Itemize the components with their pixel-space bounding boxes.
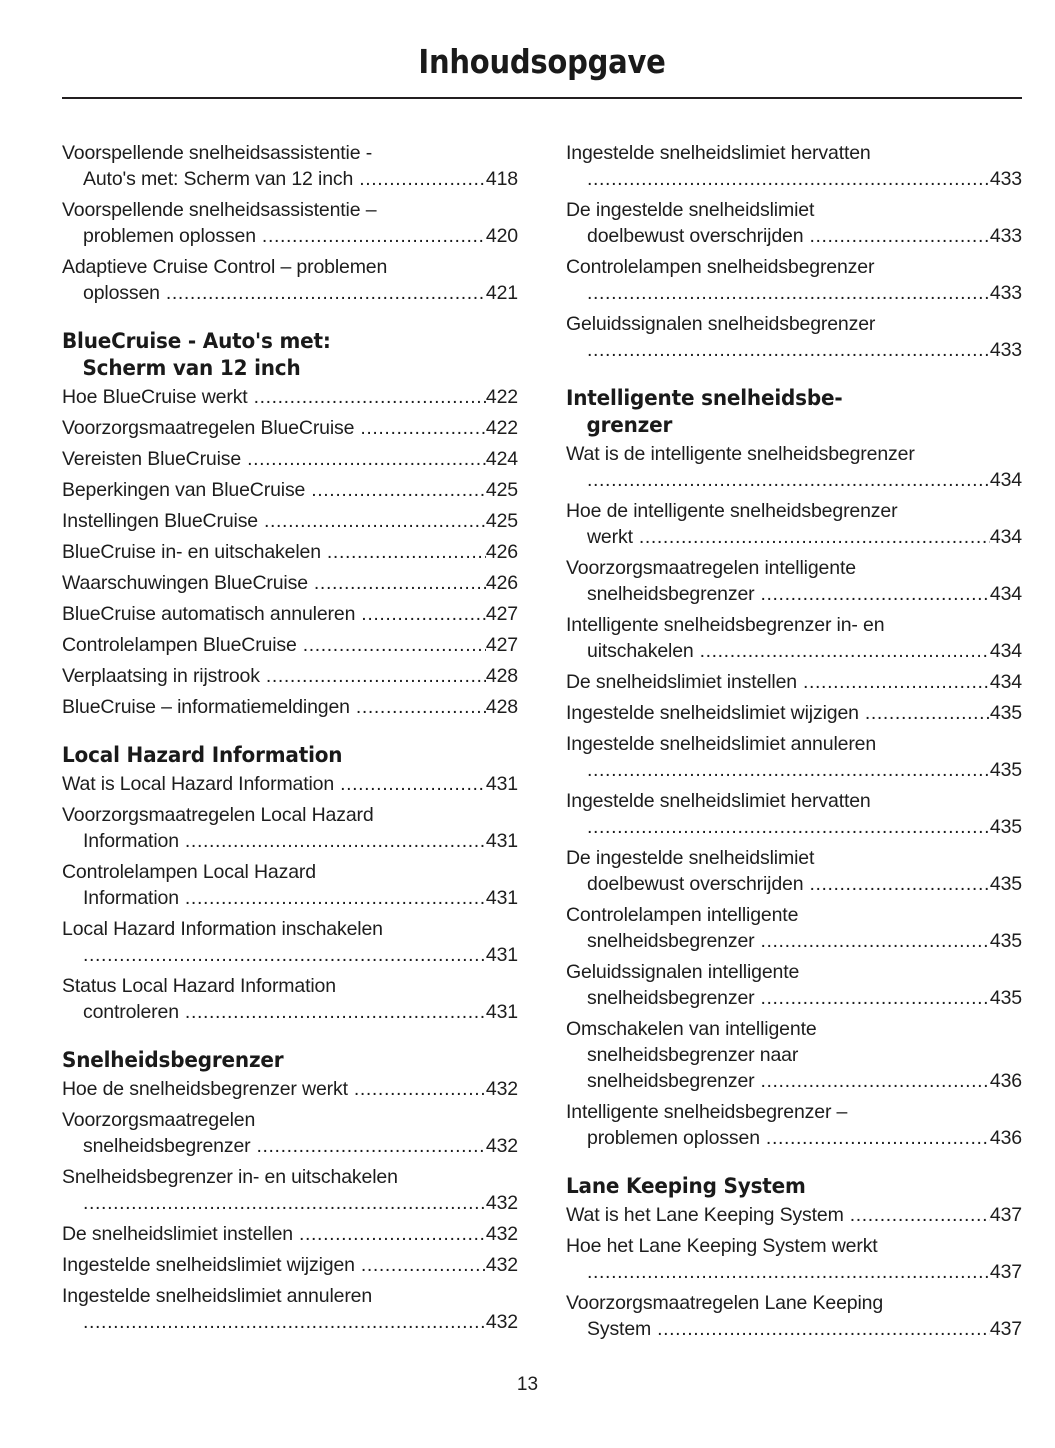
heading-line: Lane Keeping System (566, 1174, 806, 1199)
page-folio: 13 (516, 1374, 539, 1395)
entry-text: Ingestelde snelheidslimiet hervatten (566, 790, 871, 812)
heading-line: grenzer (586, 413, 673, 438)
entry-continuation-line (566, 337, 1022, 363)
page-number: 425 (485, 510, 518, 532)
entry-continuation-line (566, 985, 1022, 1011)
toc-entry[interactable] (62, 663, 518, 689)
toc-entry[interactable] (566, 1202, 1022, 1228)
dot-leader (657, 1316, 990, 1342)
dot-leader (587, 280, 990, 306)
toc-entry[interactable] (62, 254, 518, 306)
entry-title-line (62, 197, 518, 223)
entry-text: Ingestelde snelheidslimiet wijzigen (566, 702, 859, 724)
page-number: 432 (485, 1254, 518, 1276)
entry-title-line (566, 254, 1022, 280)
entry-continuation-line (62, 885, 518, 911)
toc-entry[interactable] (62, 632, 518, 658)
entry-text: Voorzorgsmaatregelen (62, 1109, 256, 1131)
dot-leader (865, 700, 990, 726)
entry-continuation-line (62, 1309, 518, 1335)
dot-leader (761, 985, 990, 1011)
entry-title-line (62, 254, 518, 280)
entry-text: Controlelampen snelheidsbegrenzer (566, 256, 875, 278)
toc-section-heading (62, 328, 518, 382)
page-number: 428 (485, 665, 518, 687)
page-number: 433 (989, 339, 1022, 361)
toc-entry[interactable] (62, 859, 518, 911)
entry-title-line (566, 1202, 1022, 1228)
page-number: 426 (485, 541, 518, 563)
entry-continuation-line (566, 1259, 1022, 1285)
entry-title-line (566, 669, 1022, 695)
page-number: 433 (989, 282, 1022, 304)
toc-entry[interactable] (566, 311, 1022, 363)
entry-text: Intelligente snelheidsbegrenzer in- en (566, 614, 885, 636)
dot-leader (83, 942, 486, 968)
entry-title-line (566, 1233, 1022, 1259)
entry-title-line (566, 902, 1022, 928)
page-number: 435 (989, 987, 1022, 1009)
entry-title-line (566, 311, 1022, 337)
entry-title-line (566, 555, 1022, 581)
page-number: 435 (989, 930, 1022, 952)
entry-title-line (62, 632, 518, 658)
entry-text: Hoe het Lane Keeping System werkt (566, 1235, 878, 1257)
entry-text: Ingestelde snelheidslimiet hervatten (566, 142, 871, 164)
entry-text: snelheidsbegrenzer (587, 987, 755, 1009)
page-number: 432 (485, 1311, 518, 1333)
dot-leader (587, 814, 990, 840)
page-number: 422 (485, 417, 518, 439)
toc-entry[interactable] (566, 669, 1022, 695)
entry-continuation-line (566, 1068, 1022, 1094)
entry-text: Voorzorgsmaatregelen Local Hazard (62, 804, 374, 826)
page-number: 425 (485, 479, 518, 501)
entry-title-line (62, 508, 518, 534)
entry-title-line (62, 446, 518, 472)
heading-line: BlueCruise - Auto's met: (62, 329, 331, 354)
page-number: 437 (989, 1318, 1022, 1340)
dot-leader (356, 694, 486, 720)
toc-entry[interactable] (62, 415, 518, 441)
toc-columns (62, 140, 1022, 1347)
entry-title-line (62, 771, 518, 797)
entry-title-line (566, 1099, 1022, 1125)
entry-text: Auto's met: Scherm van 12 inch (83, 168, 354, 190)
dot-leader (247, 446, 486, 472)
dot-leader (639, 524, 990, 550)
entry-title-line (566, 788, 1022, 814)
page-number: 435 (989, 759, 1022, 781)
entry-text: snelheidsbegrenzer (587, 930, 755, 952)
dot-leader (587, 337, 990, 363)
dot-leader (185, 828, 486, 854)
entry-title-line (62, 415, 518, 441)
toc-entry[interactable] (62, 1164, 518, 1216)
entry-text: Snelheidsbegrenzer in- en uitschakelen (62, 1166, 398, 1188)
dot-leader (766, 1125, 990, 1151)
entry-text: problemen oplossen (83, 225, 256, 247)
toc-entry[interactable] (62, 446, 518, 472)
entry-text: Controlelampen BlueCruise (62, 634, 297, 656)
dot-leader (359, 166, 486, 192)
page-number: 421 (485, 282, 518, 304)
entry-text: Adaptieve Cruise Control – problemen (62, 256, 388, 278)
entry-text: werkt (587, 526, 633, 548)
entry-text: uitschakelen (587, 640, 694, 662)
toc-entry[interactable] (566, 140, 1022, 192)
entry-text: System (587, 1318, 652, 1340)
entry-text: Geluidssignalen snelheidsbegrenzer (566, 313, 876, 335)
entry-title-line (566, 498, 1022, 524)
page-number: 436 (989, 1127, 1022, 1149)
toc-entry[interactable] (62, 1221, 518, 1247)
toc-entry[interactable] (566, 1099, 1022, 1151)
entry-text: BlueCruise automatisch annuleren (62, 603, 356, 625)
entry-text: Voorzorgsmaatregelen Lane Keeping (566, 1292, 884, 1314)
entry-title-line (62, 601, 518, 627)
page-number: 426 (485, 572, 518, 594)
entry-text: Voorspellende snelheidsassistentie - (62, 142, 373, 164)
toc-entry[interactable] (62, 694, 518, 720)
entry-text: oplossen (83, 282, 160, 304)
dot-leader (761, 928, 990, 954)
entry-title-line (62, 477, 518, 503)
entry-text: Voorzorgsmaatregelen intelligente (566, 557, 856, 579)
dot-leader (354, 1076, 486, 1102)
entry-text: Wat is de intelligente snelheidsbegrenzer (566, 443, 915, 465)
dot-leader (361, 1252, 486, 1278)
dot-leader (809, 223, 989, 249)
entry-text: Ingestelde snelheidslimiet annuleren (566, 733, 877, 755)
toc-entry[interactable] (566, 197, 1022, 249)
entry-title-line (62, 384, 518, 410)
toc-section-heading (566, 385, 1022, 439)
entry-text: Local Hazard Information inschakelen (62, 918, 383, 940)
page-number: 437 (989, 1261, 1022, 1283)
entry-title-line (566, 612, 1022, 638)
page-number: 434 (989, 671, 1022, 693)
dot-leader (809, 871, 989, 897)
entry-title-line (62, 1252, 518, 1278)
page-number: 431 (485, 830, 518, 852)
toc-entry[interactable] (566, 1290, 1022, 1342)
entry-title-line (566, 700, 1022, 726)
entry-continuation-line (566, 871, 1022, 897)
heading-line: Snelheidsbegrenzer (62, 1048, 284, 1073)
page-number: 435 (989, 816, 1022, 838)
page-number: 434 (989, 526, 1022, 548)
entry-continuation-line (566, 223, 1022, 249)
heading-line: Local Hazard Information (62, 743, 343, 768)
entry-continuation-line (566, 757, 1022, 783)
dot-leader (327, 539, 486, 565)
page-number: 420 (485, 225, 518, 247)
toc-entry[interactable] (62, 197, 518, 249)
entry-continuation-line (62, 280, 518, 306)
dot-leader (262, 223, 486, 249)
entry-text: snelheidsbegrenzer (83, 1135, 251, 1157)
entry-text: BlueCruise in- en uitschakelen (62, 541, 321, 563)
dot-leader (166, 280, 486, 306)
entry-text: BlueCruise – informatiemeldingen (62, 696, 350, 718)
entry-title-line (566, 959, 1022, 985)
entry-title-line (62, 663, 518, 689)
entry-text: De ingestelde snelheidslimiet (566, 199, 815, 221)
entry-continuation-line (566, 280, 1022, 306)
entry-title-line (62, 694, 518, 720)
dot-leader (185, 885, 486, 911)
dot-leader (850, 1202, 990, 1228)
toc-entry[interactable] (62, 140, 518, 192)
toc-entry[interactable] (62, 771, 518, 797)
toc-column-left (62, 140, 518, 1347)
toc-entry[interactable] (62, 1283, 518, 1335)
entry-text: Verplaatsing in rijstrook (62, 665, 260, 687)
dot-leader (587, 166, 990, 192)
page-number: 435 (989, 873, 1022, 895)
entry-text: Ingestelde snelheidslimiet annuleren (62, 1285, 373, 1307)
entry-text: De ingestelde snelheidslimiet (566, 847, 815, 869)
page-number: 434 (989, 583, 1022, 605)
toc-entry[interactable] (566, 788, 1022, 840)
entry-text: Intelligente snelheidsbegrenzer – (566, 1101, 848, 1123)
entry-continuation-line (566, 1316, 1022, 1342)
entry-text: doelbewust overschrijden (587, 873, 804, 895)
entry-continuation-line (62, 942, 518, 968)
dot-leader (311, 477, 486, 503)
page-number: 431 (485, 887, 518, 909)
entry-continuation-line (566, 1125, 1022, 1151)
toc-section-heading (566, 1173, 1022, 1200)
toc-entry[interactable] (566, 1016, 1022, 1094)
entry-continuation-line (62, 166, 518, 192)
page-number: 431 (485, 944, 518, 966)
entry-text: Instellingen BlueCruise (62, 510, 258, 532)
title-divider (62, 97, 1022, 99)
dot-leader (314, 570, 486, 596)
entry-title-line (62, 1164, 518, 1190)
entry-text: snelheidsbegrenzer (587, 1070, 755, 1092)
toc-entry[interactable] (62, 477, 518, 503)
page-title: Inhoudsopgave (418, 42, 666, 81)
page-number: 431 (485, 1001, 518, 1023)
toc-entry[interactable] (62, 802, 518, 854)
entry-title-line (62, 1221, 518, 1247)
entry-text: Hoe de snelheidsbegrenzer werkt (62, 1078, 348, 1100)
dot-leader (587, 1259, 990, 1285)
entry-title-line (62, 539, 518, 565)
entry-title-line (566, 441, 1022, 467)
dot-leader (303, 632, 486, 658)
entry-title-line (566, 731, 1022, 757)
entry-continuation-line (566, 467, 1022, 493)
entry-text: controleren (83, 1001, 179, 1023)
entry-text: snelheidsbegrenzer naar (587, 1044, 799, 1066)
toc-entry[interactable] (62, 916, 518, 968)
entry-title-line (62, 1076, 518, 1102)
toc-entry[interactable] (566, 555, 1022, 607)
toc-entry[interactable] (62, 601, 518, 627)
entry-text: Controlelampen intelligente (566, 904, 799, 926)
entry-text: Information (83, 887, 179, 909)
entry-title-line (566, 1290, 1022, 1316)
page-number: 427 (485, 603, 518, 625)
toc-entry[interactable] (566, 254, 1022, 306)
dot-leader (761, 581, 990, 607)
entry-continuation-line (62, 1190, 518, 1216)
toc-entry[interactable] (62, 973, 518, 1025)
entry-continuation-line (566, 581, 1022, 607)
toc-entry[interactable] (62, 1076, 518, 1102)
entry-continuation-line (566, 524, 1022, 550)
dot-leader (185, 999, 486, 1025)
toc-section-heading (62, 742, 518, 769)
dot-leader (340, 771, 486, 797)
toc-entry[interactable] (62, 539, 518, 565)
entry-continuation-line (62, 1133, 518, 1159)
entry-title-line (62, 973, 518, 999)
toc-column-right (566, 140, 1022, 1347)
page-number: 432 (485, 1078, 518, 1100)
entry-text: Vereisten BlueCruise (62, 448, 242, 470)
entry-title-line (566, 845, 1022, 871)
dot-leader (700, 638, 990, 664)
page-number: 436 (989, 1070, 1022, 1092)
entry-continuation-line (566, 1042, 1022, 1068)
page-number: 428 (485, 696, 518, 718)
toc-entry[interactable] (566, 902, 1022, 954)
entry-title-line (566, 140, 1022, 166)
dot-leader (264, 508, 486, 534)
toc-entry[interactable] (62, 1107, 518, 1159)
page-number: 431 (485, 773, 518, 795)
entry-title-line (62, 916, 518, 942)
toc-entry[interactable] (566, 731, 1022, 783)
entry-text: Information (83, 830, 179, 852)
page-number: 434 (989, 469, 1022, 491)
entry-text: Status Local Hazard Information (62, 975, 336, 997)
toc-entry[interactable] (566, 700, 1022, 726)
entry-continuation-line (566, 638, 1022, 664)
entry-continuation-line (566, 814, 1022, 840)
entry-continuation-line (566, 166, 1022, 192)
dot-leader (361, 601, 486, 627)
entry-title-line (62, 570, 518, 596)
entry-title-line (62, 1107, 518, 1133)
toc-entry[interactable] (566, 441, 1022, 493)
entry-text: Geluidssignalen intelligente (566, 961, 800, 983)
entry-continuation-line (62, 223, 518, 249)
page-number: 433 (989, 225, 1022, 247)
dot-leader (83, 1309, 486, 1335)
entry-text: Beperkingen van BlueCruise (62, 479, 306, 501)
entry-text: Controlelampen Local Hazard (62, 861, 316, 883)
dot-leader (266, 663, 486, 689)
page-number: 418 (485, 168, 518, 190)
dot-leader (254, 384, 486, 410)
dot-leader (299, 1221, 486, 1247)
page-number: 432 (485, 1223, 518, 1245)
toc-entry[interactable] (566, 959, 1022, 1011)
toc-entry[interactable] (566, 1233, 1022, 1285)
entry-text: Wat is het Lane Keeping System (566, 1204, 844, 1226)
page-number: 435 (989, 702, 1022, 724)
entry-continuation-line (62, 999, 518, 1025)
toc-entry[interactable] (566, 612, 1022, 664)
toc-entry[interactable] (566, 845, 1022, 897)
dot-leader (83, 1190, 486, 1216)
entry-text: Waarschuwingen BlueCruise (62, 572, 308, 594)
page-number: 434 (989, 640, 1022, 662)
entry-text: Wat is Local Hazard Information (62, 773, 335, 795)
entry-continuation-line (62, 828, 518, 854)
page-number: 424 (485, 448, 518, 470)
page-number: 433 (989, 168, 1022, 190)
toc-entry[interactable] (62, 1252, 518, 1278)
entry-title-line (62, 802, 518, 828)
entry-text: Omschakelen van intelligente (566, 1018, 817, 1040)
dot-leader (257, 1133, 486, 1159)
entry-text: Ingestelde snelheidslimiet wijzigen (62, 1254, 355, 1276)
page-number: 432 (485, 1192, 518, 1214)
entry-title-line (62, 859, 518, 885)
toc-entry[interactable] (566, 498, 1022, 550)
toc-entry[interactable] (62, 508, 518, 534)
toc-section-heading (62, 1047, 518, 1074)
entry-text: problemen oplossen (587, 1127, 760, 1149)
heading-line: Scherm van 12 inch (82, 356, 301, 381)
toc-entry[interactable] (62, 570, 518, 596)
dot-leader (803, 669, 990, 695)
entry-text: snelheidsbegrenzer (587, 583, 755, 605)
dot-leader (587, 467, 990, 493)
entry-title-line (566, 197, 1022, 223)
dot-leader (761, 1068, 990, 1094)
page-number: 437 (989, 1204, 1022, 1226)
entry-title-line (62, 140, 518, 166)
page-number: 432 (485, 1135, 518, 1157)
entry-text: Voorspellende snelheidsassistentie – (62, 199, 377, 221)
heading-line: Intelligente snelheidsbe- (566, 386, 843, 411)
dot-leader (360, 415, 486, 441)
entry-text: Hoe de intelligente snelheidsbegrenzer (566, 500, 898, 522)
page-number: 427 (485, 634, 518, 656)
entry-text: Voorzorgsmaatregelen BlueCruise (62, 417, 355, 439)
page-number: 422 (485, 386, 518, 408)
entry-text: Hoe BlueCruise werkt (62, 386, 248, 408)
entry-continuation-line (566, 928, 1022, 954)
toc-entry[interactable] (62, 384, 518, 410)
entry-text: De snelheidslimiet instellen (62, 1223, 293, 1245)
dot-leader (587, 757, 990, 783)
entry-text: De snelheidslimiet instellen (566, 671, 797, 693)
entry-title-line (62, 1283, 518, 1309)
entry-title-line (566, 1016, 1022, 1042)
entry-text: doelbewust overschrijden (587, 225, 804, 247)
